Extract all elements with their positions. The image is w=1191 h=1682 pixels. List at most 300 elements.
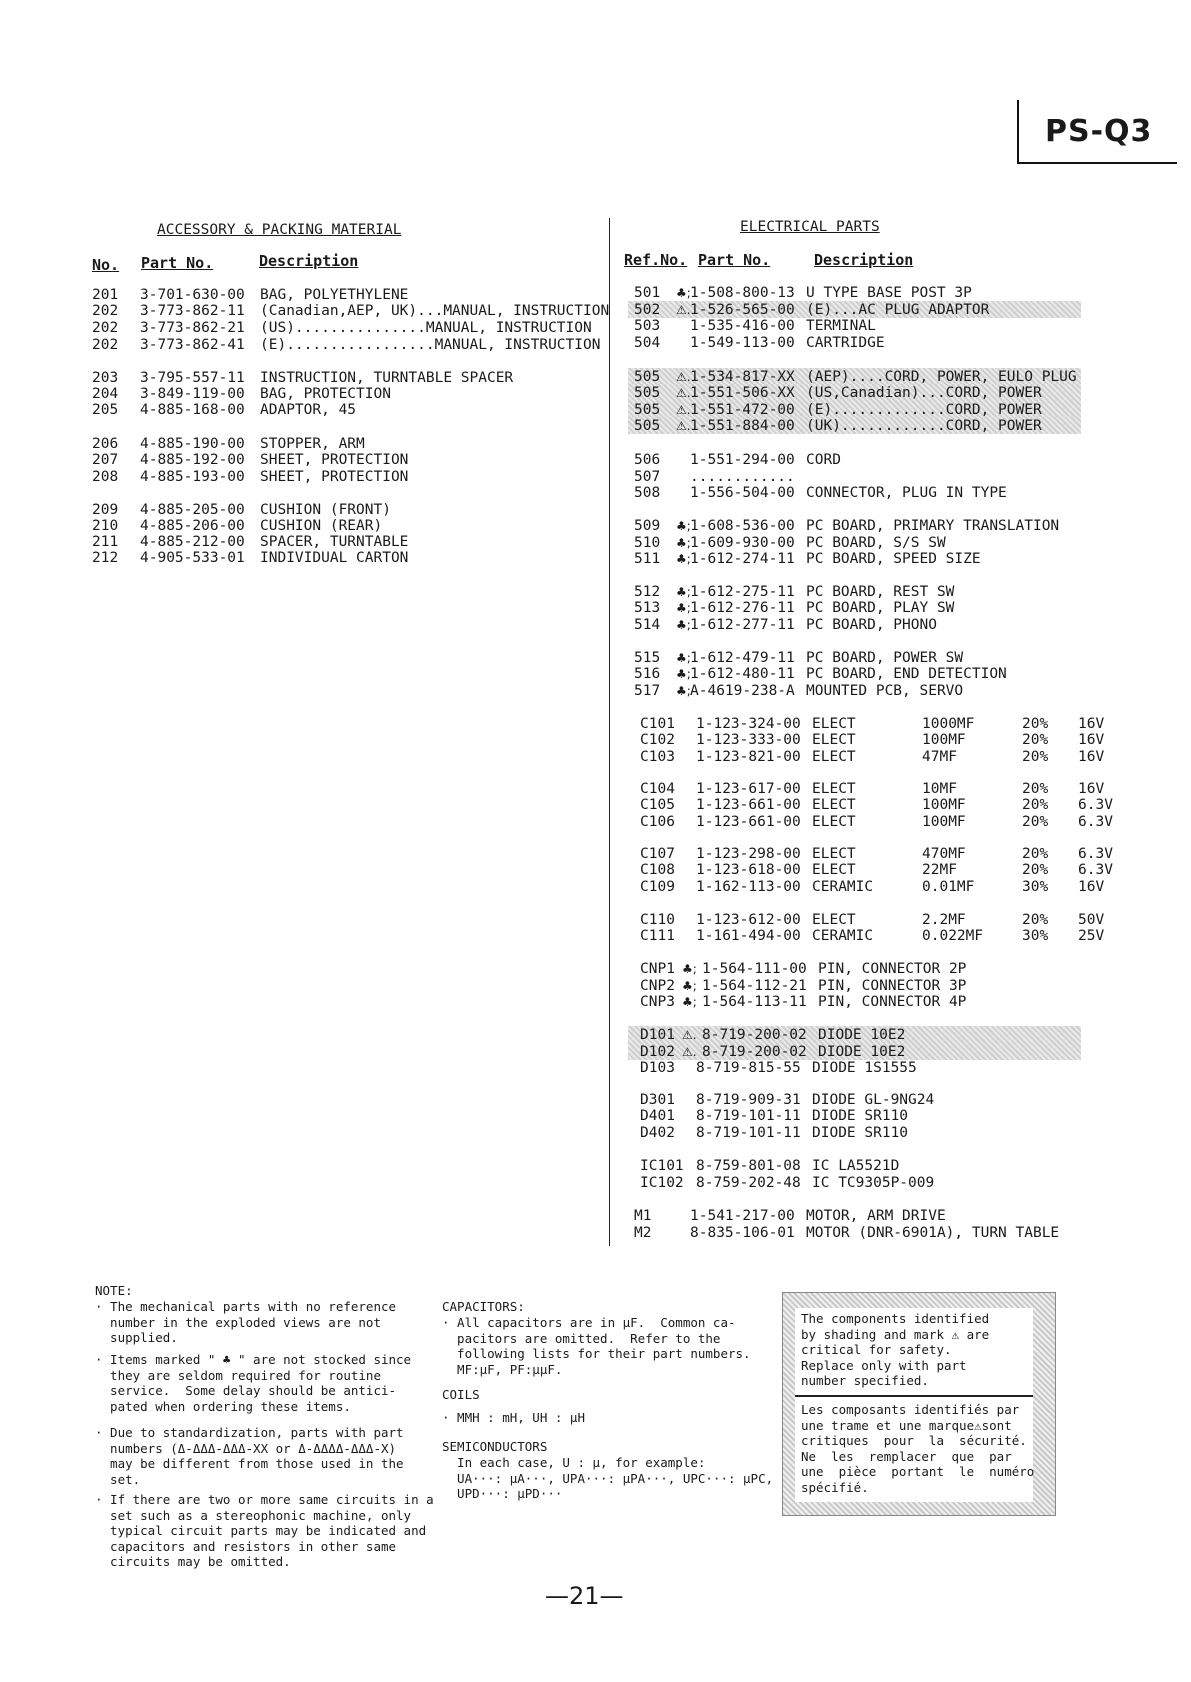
part-number: 1-123-298-00 <box>696 846 801 862</box>
part-value <box>1132 1158 1191 1175</box>
safety-mark <box>676 485 690 502</box>
part-value <box>1138 994 1191 1011</box>
safety-mark: ♣; <box>682 962 697 976</box>
part-value <box>1126 335 1191 352</box>
part-ref-no: 211 <box>92 534 119 550</box>
part-number: 4-885-206-00 <box>140 518 245 534</box>
safety-mark: ♣; <box>682 979 697 993</box>
ref-number: 510 <box>634 535 661 551</box>
electrical-section-title: ELECTRICAL PARTS <box>740 219 880 235</box>
tolerance: 20% <box>1022 846 1049 862</box>
notes-title: NOTE: <box>95 1283 133 1298</box>
electrical-part-row <box>640 928 1128 945</box>
safety-mark: ♣; <box>676 552 691 566</box>
voltage-rating: 16V <box>1078 781 1105 797</box>
ref-number: C108 <box>640 862 675 878</box>
part-description: BAG, POLYETHYLENE <box>260 287 409 303</box>
part-description: PC BOARD, PLAY SW <box>806 600 955 616</box>
part-value: 0.01MF <box>922 879 975 895</box>
part-number: 3-701-630-00 <box>140 287 245 303</box>
electrical-part-row <box>634 518 1191 535</box>
part-value <box>1126 584 1191 601</box>
part-number: 1-123-661-00 <box>696 797 801 813</box>
tolerance: 20% <box>1022 749 1049 765</box>
safety-mark <box>676 335 690 352</box>
electrical-part-row <box>640 1175 1191 1192</box>
tolerance: 30% <box>1022 879 1049 895</box>
part-value <box>1126 600 1191 617</box>
part-number: 1-564-112-21 <box>702 978 807 994</box>
ref-number: 502 <box>634 302 661 318</box>
ref-number: C106 <box>640 814 675 830</box>
electrical-part-row <box>640 1044 1191 1061</box>
part-value <box>1132 1108 1191 1125</box>
coils-title: COILS <box>442 1387 480 1402</box>
right-header-ref: Ref.No. <box>624 251 688 269</box>
electrical-part-row <box>634 1208 1191 1225</box>
model-label: PS-Q3 <box>1045 114 1153 149</box>
part-description: INSTRUCTION, TURNTABLE SPACER <box>260 370 514 386</box>
part-description: SPACER, TURNTABLE <box>260 534 409 550</box>
part-description: SHEET, PROTECTION <box>260 452 409 468</box>
voltage-rating: 6.3V <box>1078 862 1113 878</box>
part-description: ELECT <box>812 846 856 862</box>
part-description: CERAMIC <box>812 928 874 944</box>
ref-number: IC102 <box>640 1175 684 1191</box>
part-number: 4-905-533-01 <box>140 550 245 566</box>
ref-number: M1 <box>634 1208 652 1224</box>
model-label-box <box>1017 100 1177 164</box>
part-value: 100MF <box>922 797 966 813</box>
ref-number: D102 <box>640 1044 675 1060</box>
ref-number: IC101 <box>640 1158 684 1174</box>
safety-mark <box>676 452 690 469</box>
voltage-rating: 16V <box>1078 749 1105 765</box>
part-ref-no: 209 <box>92 502 119 518</box>
part-number: 8-759-801-08 <box>696 1158 801 1174</box>
part-description: IC LA5521D <box>812 1158 900 1174</box>
part-number: 1-551-506-XX <box>690 385 795 401</box>
part-description: ELECT <box>812 814 856 830</box>
part-ref-no: 205 <box>92 402 119 418</box>
safety-mark: ⚠. <box>676 370 691 384</box>
part-ref-no: 204 <box>92 386 119 402</box>
ref-number: 514 <box>634 617 661 633</box>
safety-mark: ♣; <box>676 601 691 615</box>
part-value <box>1126 535 1191 552</box>
note-item-4: · If there are two or more same circuits in a set such as a stereophonic machine, only typical circuit parts may be indicated and capacitors and resistors in other same circuits may be omitted. <box>95 1492 434 1569</box>
safety-mark: ♣; <box>676 684 691 698</box>
electrical-part-row <box>640 1060 1191 1077</box>
electrical-part-row <box>634 318 1191 335</box>
part-ref-no: 201 <box>92 287 119 303</box>
electrical-part-row <box>634 485 1191 502</box>
tolerance: 20% <box>1022 716 1049 732</box>
part-description: SHEET, PROTECTION <box>260 469 409 485</box>
part-description: ELECT <box>812 797 856 813</box>
electrical-part-row <box>640 912 1128 929</box>
part-number: 8-719-815-55 <box>696 1060 801 1076</box>
safety-mark: ♣; <box>676 286 691 300</box>
part-ref-no: 202 <box>92 337 119 353</box>
part-description: (E)...AC PLUG ADAPTOR <box>806 302 990 318</box>
accessory-row <box>92 469 620 486</box>
accessory-row <box>92 370 620 387</box>
part-description: MOTOR, ARM DRIVE <box>806 1208 946 1224</box>
ref-number: 506 <box>634 452 661 468</box>
ref-number: C110 <box>640 912 675 928</box>
part-value <box>1138 961 1191 978</box>
part-number: 1-612-277-11 <box>690 617 795 633</box>
electrical-part-row <box>634 335 1191 352</box>
safety-mark: ⚠. <box>676 419 691 433</box>
safety-notice-panel <box>795 1308 1033 1502</box>
part-value <box>1132 1175 1191 1192</box>
part-number: 1-551-472-00 <box>690 402 795 418</box>
part-description: PIN, CONNECTOR 2P <box>818 961 967 977</box>
ref-number: 505 <box>634 369 661 385</box>
accessory-section-title: ACCESSORY & PACKING MATERIAL <box>157 222 402 238</box>
accessory-row <box>92 452 620 469</box>
part-description: DIODE 10E2 <box>818 1044 906 1060</box>
part-number: 3-849-119-00 <box>140 386 245 402</box>
ref-number: C101 <box>640 716 675 732</box>
part-value: 10MF <box>922 781 957 797</box>
part-number: 1-608-536-00 <box>690 518 795 534</box>
part-description: (E).................MANUAL, INSTRUCTION <box>260 337 601 353</box>
part-number: 1-535-416-00 <box>690 318 795 334</box>
part-value <box>1126 1225 1191 1242</box>
part-description: CORD <box>806 452 841 468</box>
voltage-rating: 16V <box>1078 879 1105 895</box>
part-number: 1-534-817-XX <box>690 369 795 385</box>
part-description: MOUNTED PCB, SERVO <box>806 683 964 699</box>
voltage-rating: 16V <box>1078 716 1105 732</box>
part-description: PC BOARD, PRIMARY TRANSLATION <box>806 518 1060 534</box>
page-number: —21— <box>545 1582 624 1610</box>
tolerance: 20% <box>1022 912 1049 928</box>
part-number: 1-551-294-00 <box>690 452 795 468</box>
part-description: (Canadian,AEP, UK)...MANUAL, INSTRUCTION <box>260 303 610 319</box>
part-value <box>1126 1208 1191 1225</box>
part-number: 1-526-565-00 <box>690 302 795 318</box>
part-value <box>1126 369 1191 386</box>
ref-number: C109 <box>640 879 675 895</box>
safety-mark: ♣; <box>676 585 691 599</box>
part-description: (E).............CORD, POWER <box>806 402 1042 418</box>
part-number: 1-123-618-00 <box>696 862 801 878</box>
accessory-row <box>92 518 620 535</box>
part-value: 47MF <box>922 749 957 765</box>
electrical-part-row <box>640 814 1128 831</box>
voltage-rating: 6.3V <box>1078 814 1113 830</box>
safety-mark: ⚠. <box>676 303 691 317</box>
part-description: PIN, CONNECTOR 4P <box>818 994 967 1010</box>
part-number: ............ <box>690 469 795 485</box>
part-value <box>1126 402 1191 419</box>
part-number: 4-885-212-00 <box>140 534 245 550</box>
part-description: PC BOARD, POWER SW <box>806 650 964 666</box>
part-number: 8-719-101-11 <box>696 1108 801 1124</box>
electrical-part-row <box>634 683 1191 700</box>
part-value: 0.022MF <box>922 928 984 944</box>
electrical-part-row <box>640 978 1191 995</box>
part-description: DIODE 10E2 <box>818 1027 906 1043</box>
safety-notice-box <box>782 1292 1056 1516</box>
part-description: ELECT <box>812 781 856 797</box>
part-number: 1-612-274-11 <box>690 551 795 567</box>
part-number: 1-549-113-00 <box>690 335 795 351</box>
part-description: CUSHION (FRONT) <box>260 502 391 518</box>
accessory-row <box>92 320 620 337</box>
electrical-part-row <box>634 418 1191 435</box>
part-number: 4-885-205-00 <box>140 502 245 518</box>
electrical-part-row <box>640 961 1191 978</box>
ref-number: C107 <box>640 846 675 862</box>
part-value <box>1138 1027 1191 1044</box>
part-number: 8-719-101-11 <box>696 1125 801 1141</box>
electrical-part-row <box>634 584 1191 601</box>
electrical-part-row <box>640 1158 1191 1175</box>
part-value <box>1126 551 1191 568</box>
safety-mark <box>676 469 690 486</box>
accessory-row <box>92 436 620 453</box>
part-ref-no: 203 <box>92 370 119 386</box>
ref-number: 507 <box>634 469 661 485</box>
tolerance: 20% <box>1022 732 1049 748</box>
part-number: 4-885-193-00 <box>140 469 245 485</box>
tolerance: 20% <box>1022 862 1049 878</box>
ref-number: D301 <box>640 1092 675 1108</box>
electrical-part-row <box>640 1108 1191 1125</box>
part-value <box>1126 418 1191 435</box>
accessory-row <box>92 287 620 304</box>
safety-mark: ⚠. <box>682 1045 697 1059</box>
part-description: PC BOARD, REST SW <box>806 584 955 600</box>
part-description: PC BOARD, END DETECTION <box>806 666 1007 682</box>
semiconductors-title: SEMICONDUCTORS <box>442 1439 548 1454</box>
part-description: ELECT <box>812 862 856 878</box>
part-ref-no: 207 <box>92 452 119 468</box>
ref-number: 505 <box>634 418 661 434</box>
ref-number: 511 <box>634 551 661 567</box>
ref-number: 504 <box>634 335 661 351</box>
part-number: 8-719-200-02 <box>702 1027 807 1043</box>
part-value <box>1126 318 1191 335</box>
electrical-part-row <box>634 385 1191 402</box>
part-number: 3-795-557-11 <box>140 370 245 386</box>
part-value <box>1126 452 1191 469</box>
part-value <box>1126 666 1191 683</box>
part-number: 1-123-612-00 <box>696 912 801 928</box>
electrical-part-row <box>634 551 1191 568</box>
ref-number: C103 <box>640 749 675 765</box>
part-value <box>1132 1060 1191 1077</box>
ref-number: CNP3 <box>640 994 675 1010</box>
note-item-2: · Items marked " ♣ " are not stocked since they are seldom required for routine service. Some delay should be antici- pated when ordering these items. <box>95 1352 412 1414</box>
part-value: 1000MF <box>922 716 975 732</box>
electrical-part-row <box>634 1225 1191 1242</box>
electrical-part-row <box>634 452 1191 469</box>
part-ref-no: 212 <box>92 550 119 566</box>
part-value: 2.2MF <box>922 912 966 928</box>
part-number: 8-719-909-31 <box>696 1092 801 1108</box>
part-ref-no: 202 <box>92 320 119 336</box>
left-header-no: No. <box>92 256 120 274</box>
accessory-row <box>92 337 620 354</box>
electrical-part-row <box>640 749 1128 766</box>
part-number: 3-773-862-41 <box>140 337 245 353</box>
part-value <box>1126 302 1191 319</box>
accessory-row <box>92 386 620 403</box>
ref-number: 516 <box>634 666 661 682</box>
safety-mark: ♣; <box>676 667 691 681</box>
safety-mark: ⚠. <box>676 403 691 417</box>
part-value <box>1138 978 1191 995</box>
tolerance: 20% <box>1022 797 1049 813</box>
part-number: 3-773-862-11 <box>140 303 245 319</box>
part-value: 100MF <box>922 732 966 748</box>
part-value <box>1132 1092 1191 1109</box>
accessory-row <box>92 502 620 519</box>
safety-notice-french: Les composants identifiés par une trame et une marque⚠sont critiques pour la sécurité. Ne les remplacer que par une pièce portant le numéro spécifié. <box>801 1402 1035 1495</box>
safety-mark: ♣; <box>682 995 697 1009</box>
part-description: CONNECTOR, PLUG IN TYPE <box>806 485 1007 501</box>
part-description: BAG, PROTECTION <box>260 386 391 402</box>
part-value <box>1126 485 1191 502</box>
ref-number: D402 <box>640 1125 675 1141</box>
part-description: DIODE 1S1555 <box>812 1060 917 1076</box>
part-description <box>806 469 1126 486</box>
capacitors-title: CAPACITORS: <box>442 1299 525 1314</box>
electrical-part-row <box>634 285 1191 302</box>
accessory-row <box>92 402 620 419</box>
part-number: 8-835-106-01 <box>690 1225 795 1241</box>
voltage-rating: 6.3V <box>1078 846 1113 862</box>
safety-mark: ♣; <box>676 651 691 665</box>
part-number: 1-609-930-00 <box>690 535 795 551</box>
electrical-part-row <box>634 600 1191 617</box>
part-description: ELECT <box>812 732 856 748</box>
ref-number: D101 <box>640 1027 675 1043</box>
part-description: (US,Canadian)...CORD, POWER <box>806 385 1042 401</box>
electrical-part-row <box>634 535 1191 552</box>
part-number: 1-123-333-00 <box>696 732 801 748</box>
accessory-row <box>92 534 620 551</box>
right-header-desc: Description <box>814 251 914 269</box>
safety-notice-english: The components identified by shading and mark ⚠ are critical for safety. Replace only with part number specified. <box>801 1311 990 1388</box>
ref-number: 505 <box>634 402 661 418</box>
semiconductors-note: In each case, U : μ, for example: UA···: μA···, UPA···: μPA···, UPC···: μPC, UPD···: μPD··· <box>457 1455 774 1501</box>
left-header-desc: Description <box>259 252 359 270</box>
ref-number: C102 <box>640 732 675 748</box>
safety-mark: ⚠. <box>682 1028 697 1042</box>
tolerance: 20% <box>1022 814 1049 830</box>
part-number: 1-162-113-00 <box>696 879 801 895</box>
part-number: 1-612-480-11 <box>690 666 795 682</box>
ref-number: C105 <box>640 797 675 813</box>
part-number: A-4619-238-A <box>690 683 795 699</box>
part-description: MOTOR (DNR-6901A), TURN TABLE <box>806 1225 1060 1241</box>
ref-number: C104 <box>640 781 675 797</box>
part-number: 1-123-324-00 <box>696 716 801 732</box>
ref-number: 509 <box>634 518 661 534</box>
part-description: PIN, CONNECTOR 3P <box>818 978 967 994</box>
right-header-part: Part No. <box>698 251 771 269</box>
part-number: 1-123-661-00 <box>696 814 801 830</box>
voltage-rating: 6.3V <box>1078 797 1113 813</box>
part-description: U TYPE BASE POST 3P <box>806 285 972 301</box>
part-description: TERMINAL <box>806 318 876 334</box>
tolerance: 20% <box>1022 781 1049 797</box>
part-number: 1-551-884-00 <box>690 418 795 434</box>
part-ref-no: 208 <box>92 469 119 485</box>
ref-number: M2 <box>634 1225 652 1241</box>
part-number: 1-508-800-13 <box>690 285 795 301</box>
part-description: PC BOARD, PHONO <box>806 617 937 633</box>
part-value <box>1138 1044 1191 1061</box>
electrical-part-row <box>640 732 1128 749</box>
part-ref-no: 206 <box>92 436 119 452</box>
note-item-1: · The mechanical parts with no reference number in the exploded views are not supplied. <box>95 1299 397 1345</box>
electrical-part-row <box>640 862 1128 879</box>
part-description: INDIVIDUAL CARTON <box>260 550 409 566</box>
electrical-part-row <box>634 302 1191 319</box>
electrical-part-row <box>640 781 1128 798</box>
part-number: 1-612-479-11 <box>690 650 795 666</box>
part-number: 1-612-276-11 <box>690 600 795 616</box>
safety-mark: ♣; <box>676 536 691 550</box>
electrical-part-row <box>634 650 1191 667</box>
electrical-part-row <box>634 402 1191 419</box>
part-value: 22MF <box>922 862 957 878</box>
part-description: DIODE SR110 <box>812 1108 909 1124</box>
part-value <box>1126 518 1191 535</box>
electrical-part-row <box>640 879 1128 896</box>
ref-number: D103 <box>640 1060 675 1076</box>
part-number: 1-612-275-11 <box>690 584 795 600</box>
part-number: 1-564-113-11 <box>702 994 807 1010</box>
accessory-row <box>92 303 620 320</box>
ref-number: 503 <box>634 318 661 334</box>
ref-number: 508 <box>634 485 661 501</box>
part-value: 470MF <box>922 846 966 862</box>
part-description: (UK)............CORD, POWER <box>806 418 1042 434</box>
electrical-part-row <box>640 1027 1191 1044</box>
part-description: PC BOARD, S/S SW <box>806 535 946 551</box>
ref-number: 517 <box>634 683 661 699</box>
part-value <box>1126 385 1191 402</box>
electrical-part-row <box>640 797 1128 814</box>
part-description: DIODE SR110 <box>812 1125 909 1141</box>
part-number: 1-556-504-00 <box>690 485 795 501</box>
ref-number: C111 <box>640 928 675 944</box>
part-value <box>1132 1125 1191 1142</box>
part-number: 1-541-217-00 <box>690 1208 795 1224</box>
electrical-part-row <box>640 1092 1191 1109</box>
part-description: CERAMIC <box>812 879 874 895</box>
ref-number: D401 <box>640 1108 675 1124</box>
electrical-part-row <box>634 369 1191 386</box>
part-value <box>1126 683 1191 700</box>
part-description: CUSHION (REAR) <box>260 518 383 534</box>
electrical-part-row <box>640 846 1128 863</box>
part-description: STOPPER, ARM <box>260 436 365 452</box>
part-number: 1-123-821-00 <box>696 749 801 765</box>
part-ref-no: 202 <box>92 303 119 319</box>
note-item-3: · Due to standardization, parts with part numbers (Δ-ΔΔΔ-ΔΔΔ-XX or Δ-ΔΔΔΔ-ΔΔΔ-X) may be different from those used in the set. <box>95 1425 404 1487</box>
part-description: ELECT <box>812 912 856 928</box>
